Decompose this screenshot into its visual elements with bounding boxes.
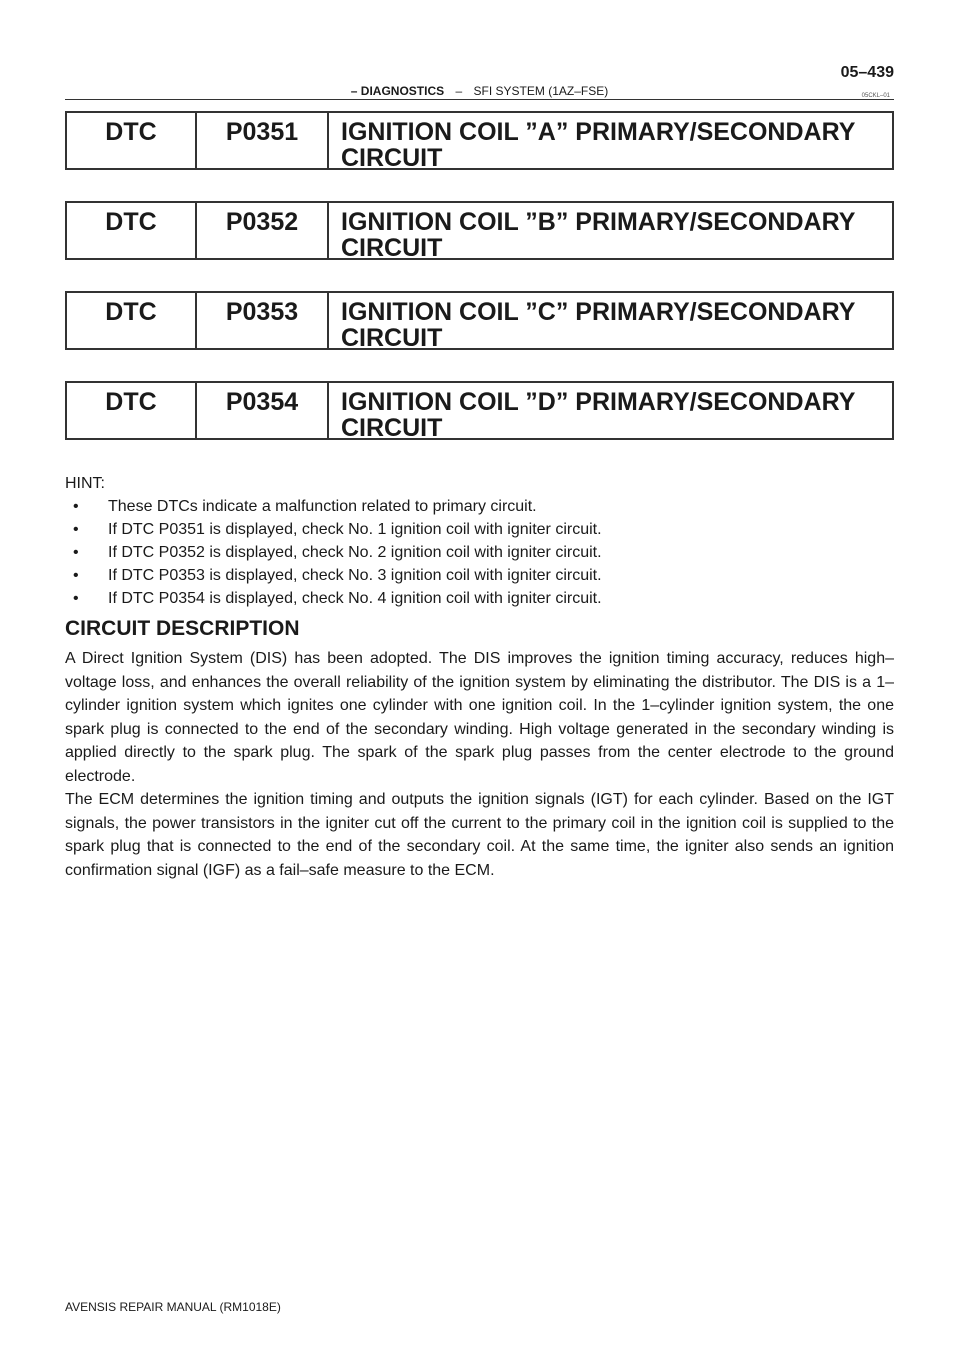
circuit-description-section xyxy=(65,616,894,882)
bullet-icon: • xyxy=(73,521,79,538)
dtc-title-line2: CIRCUIT xyxy=(341,234,443,262)
circuit-description-paragraph-1: A Direct Ignition System (DIS) has been adopted. The DIS improves the ignition timing accuracy, reduces high–voltage loss, and enhances the overall reliability of the ignition system by eliminating the distributor. The DIS is a 1–cylinder ignition system which ignites one cylinder with one ignition coil. In the 1–cylinder ignition system, the one spark plug is connected to the end of the secondary winding. High voltage generated in the secondary winding is applied directly to the spark plug. The spark of the spark plug passes from the center electrode to the ground electrode. xyxy=(65,650,894,785)
document-code: 05CKL–01 xyxy=(861,93,890,99)
dtc-title-line2: CIRCUIT xyxy=(341,144,443,172)
bullet-icon: • xyxy=(73,498,79,515)
dtc-label: DTC xyxy=(67,113,197,168)
dtc-title xyxy=(329,293,892,352)
bullet-icon: • xyxy=(73,567,79,584)
page-number: 05–439 xyxy=(840,64,894,81)
hint-text: These DTCs indicate a malfunction related to primary circuit. xyxy=(108,498,537,515)
circuit-description-paragraph-2: The ECM determines the ignition timing and outputs the ignition signals (IGT) for each cylinder. Based on the IGT signals, the power transistors in the igniter cut off the current to the primary coil in the ignition coil is supplied to the spark plug that is connected to the end of the secondary coil. At the same time, the igniter also sends an ignition confirmation signal (IGF) as a fail–safe measure to the ECM. xyxy=(65,791,894,879)
hint-text: If DTC P0351 is displayed, check No. 1 ignition coil with igniter circuit. xyxy=(108,521,602,538)
list-item xyxy=(65,587,894,610)
dtc-code: P0351 xyxy=(197,113,329,168)
subsection-title: SFI SYSTEM (1AZ–FSE) xyxy=(473,84,609,98)
hint-label: HINT: xyxy=(65,475,105,492)
dtc-title-line2: CIRCUIT xyxy=(341,324,443,352)
dtc-box-p0354 xyxy=(65,381,894,440)
dtc-title xyxy=(329,113,892,172)
section-title: – DIAGNOSTICS xyxy=(350,84,445,98)
dtc-label: DTC xyxy=(67,293,197,348)
dtc-box-p0352 xyxy=(65,201,894,260)
header-rule xyxy=(65,99,894,100)
bullet-icon: • xyxy=(73,544,79,561)
dtc-code: P0352 xyxy=(197,203,329,258)
hint-section xyxy=(65,473,894,610)
hint-text: If DTC P0353 is displayed, check No. 3 ignition coil with igniter circuit. xyxy=(108,567,602,584)
dtc-code: P0353 xyxy=(197,293,329,348)
dtc-title-line1: IGNITION COIL ”C” PRIMARY/SECONDARY xyxy=(341,298,856,326)
dtc-title xyxy=(329,383,892,442)
hint-text: If DTC P0354 is displayed, check No. 4 ignition coil with igniter circuit. xyxy=(108,590,602,607)
dtc-code: P0354 xyxy=(197,383,329,438)
bullet-icon: • xyxy=(73,590,79,607)
circuit-description-heading: CIRCUIT DESCRIPTION xyxy=(65,617,300,640)
list-item xyxy=(65,518,894,541)
dtc-box-p0351 xyxy=(65,111,894,170)
dtc-title-line2: CIRCUIT xyxy=(341,414,443,442)
dtc-title xyxy=(329,203,892,262)
dtc-title-line1: IGNITION COIL ”D” PRIMARY/SECONDARY xyxy=(341,388,856,416)
section-separator: – xyxy=(455,84,463,98)
dtc-label: DTC xyxy=(67,383,197,438)
page-header xyxy=(65,64,894,100)
running-head xyxy=(65,84,894,98)
dtc-title-list xyxy=(65,111,894,471)
list-item xyxy=(65,564,894,587)
dtc-title-line1: IGNITION COIL ”B” PRIMARY/SECONDARY xyxy=(341,208,856,236)
dtc-title-line1: IGNITION COIL ”A” PRIMARY/SECONDARY xyxy=(341,118,856,146)
page-footer: AVENSIS REPAIR MANUAL (RM1018E) xyxy=(65,1300,281,1314)
hint-list xyxy=(65,495,894,610)
list-item xyxy=(65,541,894,564)
dtc-label: DTC xyxy=(67,203,197,258)
list-item xyxy=(65,495,894,518)
hint-text: If DTC P0352 is displayed, check No. 2 ignition coil with igniter circuit. xyxy=(108,544,602,561)
dtc-box-p0353 xyxy=(65,291,894,350)
